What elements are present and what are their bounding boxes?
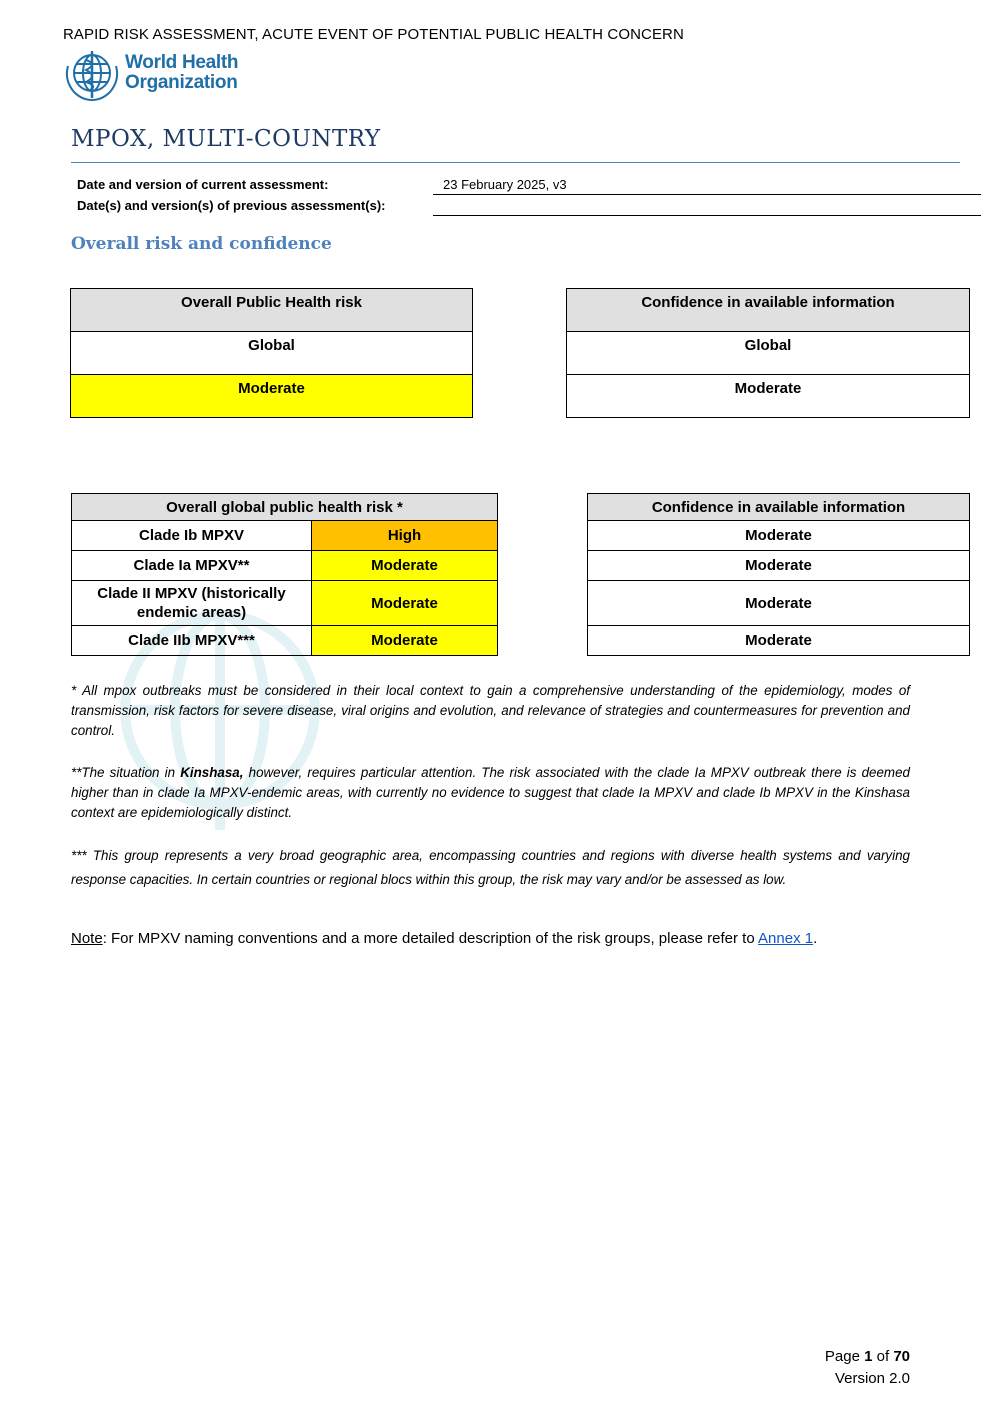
footnote-3: *** This group represents a very broad geographic area, encompassing countries and regions with diverse health systems and varying response capacities. In certain countries or regional blocs within this group, the risk may vary and/or be assessed as low. xyxy=(71,848,910,887)
current-assessment-rule xyxy=(433,194,981,195)
clade-risk-value: Moderate xyxy=(312,626,498,656)
clade-label: Clade Ia MPXV** xyxy=(72,551,312,581)
clade-risk-value: High xyxy=(312,521,498,551)
footnote-2-prefix: **The situation in xyxy=(71,765,181,780)
overall-risk-value: Moderate xyxy=(71,375,473,418)
clade-confidence-header: Confidence in available information xyxy=(588,494,970,521)
clade-risk-value: Moderate xyxy=(312,551,498,581)
overall-confidence-value: Moderate xyxy=(567,375,970,418)
overall-confidence-header: Confidence in available information xyxy=(567,289,970,332)
footnote-2-bold: Kinshasa, xyxy=(180,765,244,780)
clade-confidence-table xyxy=(587,493,970,656)
overall-confidence-scope: Global xyxy=(567,332,970,375)
overall-risk-header: Overall Public Health risk xyxy=(71,289,473,332)
overall-confidence-table xyxy=(566,288,970,418)
page-word: Page xyxy=(824,1348,865,1365)
section-title: Overall risk and confidence xyxy=(71,234,332,254)
document-version: Version 2.0 xyxy=(834,1370,910,1387)
title-divider xyxy=(71,162,960,163)
footnote-2-rest: however, requires particular attention. The risk associated with the clade Ia MPXV outbreak there is deemed higher than in clade Ia MPXV-endemic areas, with currently no evidence to suggest that clade Ia MPXV and clade Ib MPXV in the Kinshasa context are epidemiologically distinct. xyxy=(71,765,910,820)
clade-label: Clade II MPXV (historically endemic areas) xyxy=(72,581,312,626)
logo-line-1: World Health xyxy=(125,52,239,73)
clade-confidence-value: Moderate xyxy=(588,551,970,581)
note-end: . xyxy=(813,930,818,947)
note-text: : For MPXV naming conventions and a more detailed description of the risk groups, please refer to xyxy=(102,930,759,947)
previous-assessment-label: Date(s) and version(s) of previous assessment(s): xyxy=(77,198,386,213)
clade-label: Clade Ib MPXV xyxy=(72,521,312,551)
clade-risk-table xyxy=(71,493,498,656)
clade-label: Clade IIb MPXV*** xyxy=(72,626,312,656)
clade-confidence-value: Moderate xyxy=(588,626,970,656)
overall-risk-scope: Global xyxy=(71,332,473,375)
annex-1-link[interactable]: Annex 1 xyxy=(758,930,814,947)
clade-confidence-value: Moderate xyxy=(588,581,970,626)
overall-risk-table xyxy=(70,288,473,418)
clade-confidence-value: Moderate xyxy=(588,521,970,551)
clade-risk-value: Moderate xyxy=(312,581,498,626)
who-emblem-icon xyxy=(67,51,117,100)
naming-note xyxy=(71,930,817,947)
page-total: 70 xyxy=(893,1348,910,1365)
previous-assessment-rule xyxy=(433,215,981,216)
logo-line-2: Organization xyxy=(125,72,238,93)
footnote-2 xyxy=(71,763,910,823)
clade-risk-header: Overall global public health risk * xyxy=(72,494,498,521)
current-assessment-label: Date and version of current assessment: xyxy=(77,177,329,192)
of-word: of xyxy=(872,1348,894,1365)
page-title: MPOX, MULTI-COUNTRY xyxy=(71,126,381,152)
footnote-1: * All mpox outbreaks must be considered in their local context to gain a comprehensive understanding of the epidemiology, modes of transmission, risk factors for severe disease, viral origins and evolution, and relevance of strategies and countermeasures for prevention and control. xyxy=(71,683,910,738)
note-label: Note xyxy=(71,930,103,947)
logo-wordmark xyxy=(125,53,238,93)
current-assessment-value: 23 February 2025, v3 xyxy=(443,177,567,192)
running-header: RAPID RISK ASSESSMENT, ACUTE EVENT OF POTENTIAL PUBLIC HEALTH CONCERN xyxy=(63,26,684,43)
page-current: 1 xyxy=(864,1348,873,1365)
page-number xyxy=(825,1348,910,1365)
